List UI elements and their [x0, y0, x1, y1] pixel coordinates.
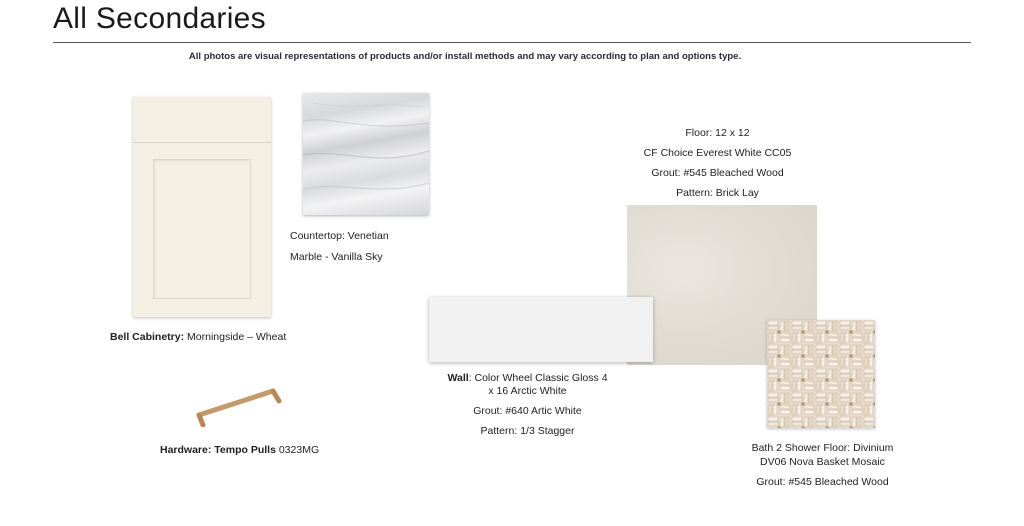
shower-label-line3: Grout: #545 Bleached Wood	[756, 476, 889, 488]
marble-veins-graphic	[303, 93, 429, 215]
wall-label-line2: x 16 Arctic White	[488, 385, 567, 397]
floor-label-line3: Grout: #545 Bleached Wood	[651, 167, 784, 179]
floor-label-line2: CF Choice Everest White CC05	[643, 147, 792, 159]
wall-label-line3: Grout: #640 Artic White	[473, 405, 582, 417]
cabinetry-label-value: Morningside – Wheat	[184, 331, 287, 343]
disclaimer-text: All photos are visual representations of products and/or install methods and may vary according to plan and options type.	[188, 51, 742, 62]
cabinet-door-image	[133, 97, 271, 317]
cabinet-drawer-front	[133, 97, 271, 143]
floor-label-line1: Floor: 12 x 12	[685, 127, 750, 139]
wall-label-line4: Pattern: 1/3 Stagger	[480, 425, 575, 437]
hardware-label-bold: Hardware: Tempo Pulls	[160, 444, 276, 456]
floor-label-line4: Pattern: Brick Lay	[676, 187, 759, 199]
countertop-swatch	[303, 93, 429, 215]
hardware-label	[160, 443, 319, 457]
drawer-pull-image	[193, 385, 285, 427]
wall-label-line1	[420, 371, 635, 385]
page-title: All Secondaries	[53, 2, 266, 35]
cabinetry-label-bold: Bell Cabinetry:	[110, 331, 185, 343]
title-divider	[53, 42, 971, 43]
shower-label-line1: Bath 2 Shower Floor: Divinium	[751, 442, 894, 454]
wall-label-bold: Wall	[447, 372, 469, 384]
wall-tile-swatch	[429, 297, 653, 362]
cabinetry-label	[110, 330, 286, 344]
cabinet-door-panel	[153, 159, 251, 299]
countertop-label-line2: Marble - Vanilla Sky	[290, 251, 383, 263]
hardware-label-value: 0323MG	[275, 444, 320, 456]
shower-mosaic-swatch	[767, 320, 875, 428]
basket-weave-graphic	[767, 320, 875, 428]
wall-label-line1-rest: : Color Wheel Classic Gloss 4	[468, 372, 608, 384]
shower-label-line2: DV06 Nova Basket Mosaic	[760, 456, 885, 468]
countertop-label-line1: Countertop: Venetian	[290, 230, 389, 242]
